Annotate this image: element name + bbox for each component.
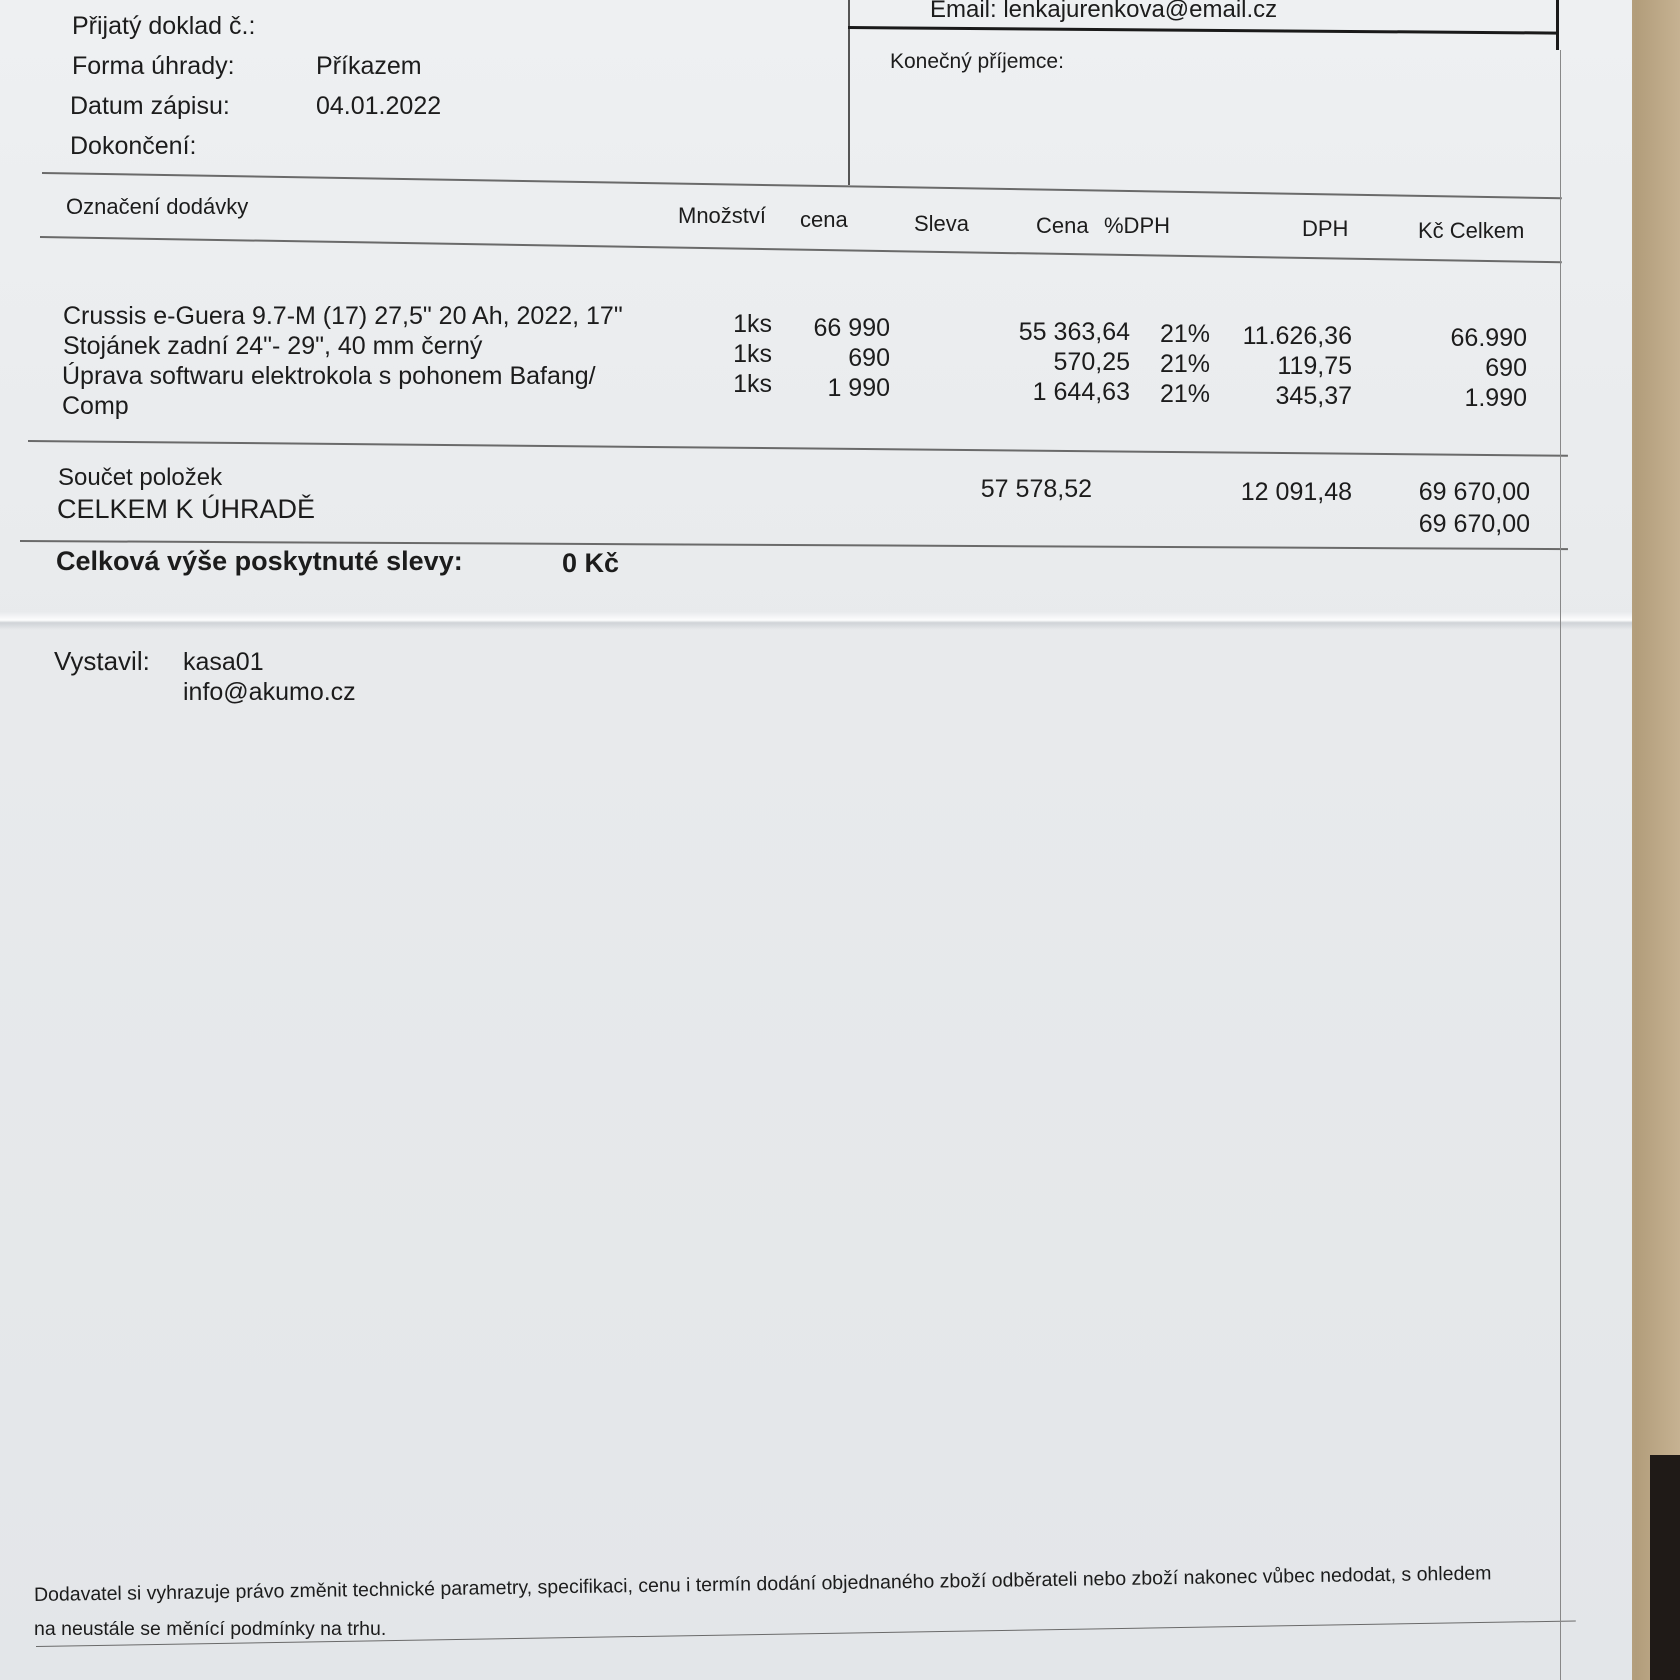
paper-fold [0,612,1632,630]
dark-background-corner [1650,1455,1680,1680]
email-box-right-edge [1556,0,1559,50]
row-quantity: 1ks [733,310,772,338]
customer-email: Email: lenkajurenkova@email.cz [930,0,1278,23]
items-rule [28,440,1568,457]
entry-date-value: 04.01.2022 [316,92,442,120]
payment-method-value: Příkazem [316,52,422,80]
row-net: 1 644,63 [1032,378,1130,406]
col-header-quantity: Množství [678,203,767,228]
col-header-total: Kč Celkem [1418,218,1525,243]
row-item-name: Úprava softwaru elektrokola s pohonem Bafang/ [62,362,596,390]
row-vat-rate: 21% [1159,320,1210,348]
header-rule [42,172,1562,199]
vat-sum-value: 12 091,48 [1240,478,1352,506]
row-vat: 345,37 [1275,382,1352,410]
entry-date-label: Datum zápisu: [70,92,230,120]
email-box-bottom [848,26,1558,35]
items-sum-label: Součet položek [58,464,223,491]
col-header-price: cena [800,207,848,232]
footer-disclaimer-line2: na neustále se měnící podmínky na trhu. [34,1618,387,1640]
row-total: 66.990 [1450,324,1527,352]
row-item-name: Stojánek zadní 24"- 29", 40 mm černý [63,332,483,360]
payment-method-label: Forma úhrady: [72,52,235,80]
completion-label: Dokončení: [70,132,197,160]
total-sum-value: 69 670,00 [1418,478,1530,506]
row-total: 690 [1485,354,1527,382]
row-price: 66 990 [813,314,890,342]
row-net: 55 363,64 [1018,318,1130,346]
table-right-border [1560,50,1561,1680]
final-recipient-label: Konečný příjemce: [890,50,1064,73]
issuer-label: Vystavil: [54,646,150,676]
total-due-value: 69 670,00 [1418,510,1530,538]
row-total: 1.990 [1464,384,1527,412]
net-sum-value: 57 578,52 [980,475,1092,503]
row-quantity: 1ks [733,370,772,398]
row-price: 690 [848,344,890,372]
row-quantity: 1ks [733,340,772,368]
row-item-name-continued: Comp [62,392,129,420]
row-vat-rate: 21% [1159,350,1210,378]
col-header-item: Označení dodávky [66,194,249,219]
issuer-name: kasa01 [183,648,264,676]
discount-value: 0 Kč [562,548,620,578]
issuer-email: info@akumo.cz [183,678,356,706]
col-header-net: Cena [1036,213,1089,238]
doc-number-label: Přijatý doklad č.: [72,12,256,40]
total-due-label: CELKEM K ÚHRADĚ [57,494,316,524]
row-item-name: Crussis e-Guera 9.7-M (17) 27,5" 20 Ah, 2022, 17" [63,302,623,330]
discount-label: Celková výše poskytnuté slevy: [56,546,463,576]
footer-disclaimer-line1: Dodavatel si vyhrazuje právo změnit technické parametry, specifikaci, cenu i termín dodání objednaného zboží odběrateli nebo zboží nakonec vůbec nedodat, s ohledem [33,1562,1492,1606]
row-vat: 11.626,36 [1242,322,1352,350]
row-net: 570,25 [1053,348,1130,376]
col-header-vat-rate: %DPH [1104,213,1171,238]
row-price: 1 990 [827,374,890,402]
col-header-discount: Sleva [914,211,970,236]
col-header-vat: DPH [1302,216,1349,241]
row-vat-rate: 21% [1159,380,1210,408]
row-vat: 119,75 [1277,352,1352,380]
